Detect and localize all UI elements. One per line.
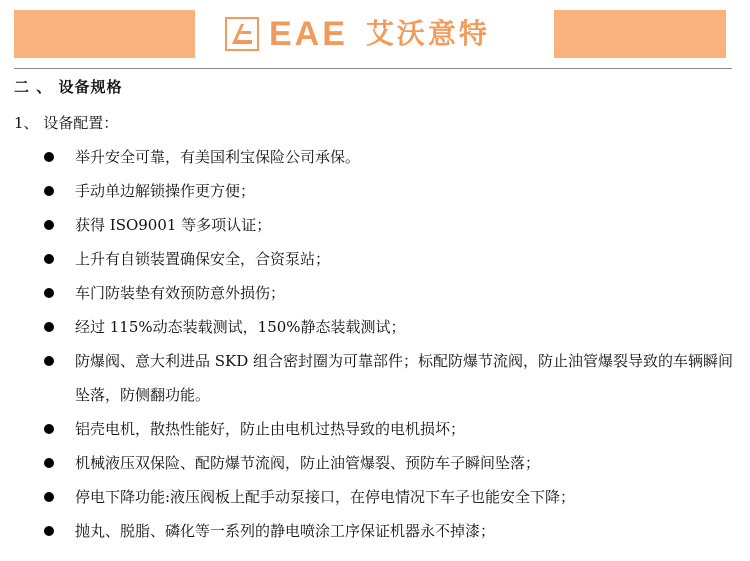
list-item-text: 获得 ISO9001 等多项认证； — [75, 216, 272, 234]
list-item — [0, 344, 750, 412]
list-item-text: 手动单边解锁操作更方便； — [75, 182, 256, 200]
list-item-text: 经过 115%动态装载测试，150%静态装载测试； — [75, 318, 406, 336]
bullet-icon — [44, 458, 54, 468]
logo-chinese-text: 艾沃意特 — [365, 17, 490, 50]
list-item — [0, 310, 750, 344]
bullet-icon — [44, 492, 54, 502]
list-item — [0, 174, 750, 208]
bullet-icon — [44, 254, 54, 264]
header-divider — [14, 68, 732, 69]
list-item-text: 举升安全可靠，有美国利宝保险公司承保。 — [75, 148, 361, 166]
section-heading: 二 、 设备规格 — [14, 78, 123, 96]
logo-mark-icon — [225, 17, 259, 51]
bullet-icon — [44, 526, 54, 536]
bullet-icon — [44, 220, 54, 230]
subsection-heading: 1、 设备配置： — [14, 114, 119, 132]
logo-latin-text: EAE — [269, 15, 348, 53]
list-item — [0, 480, 750, 514]
list-item-text: 停电下降功能:液压阀板上配手动泵接口，在停电情况下车子也能安全下降； — [75, 488, 576, 506]
page-header — [0, 0, 750, 70]
bullet-icon — [44, 356, 54, 366]
list-item — [0, 208, 750, 242]
list-item — [0, 140, 750, 174]
bullet-icon — [44, 152, 54, 162]
bullet-icon — [44, 322, 54, 332]
company-logo — [225, 13, 545, 55]
spec-list — [0, 140, 750, 548]
list-item — [0, 276, 750, 310]
list-item — [0, 242, 750, 276]
list-item-text: 上升有自锁装置确保安全，合资泵站； — [75, 250, 331, 268]
list-item — [0, 412, 750, 446]
bullet-icon — [44, 186, 54, 196]
list-item-text: 抛丸、脱脂、磷化等一系列的静电喷涂工序保证机器永不掉漆； — [75, 522, 496, 540]
bullet-icon — [44, 288, 54, 298]
list-item — [0, 446, 750, 480]
list-item — [0, 514, 750, 548]
header-band-left — [14, 10, 195, 58]
list-item-text: 车门防装垫有效预防意外损伤； — [75, 284, 286, 302]
list-item-text: 防爆阀、意大利进品 SKD 组合密封圈为可靠部件；标配防爆节流阀，防止油管爆裂导致的车辆瞬间坠落，防侧翻功能。 — [75, 352, 734, 404]
list-item-text: 机械液压双保险、配防爆节流阀，防止油管爆裂、预防车子瞬间坠落； — [75, 454, 541, 472]
list-item-text: 铝壳电机，散热性能好，防止由电机过热导致的电机损坏； — [75, 420, 466, 438]
header-band-right — [554, 10, 726, 58]
bullet-icon — [44, 424, 54, 434]
